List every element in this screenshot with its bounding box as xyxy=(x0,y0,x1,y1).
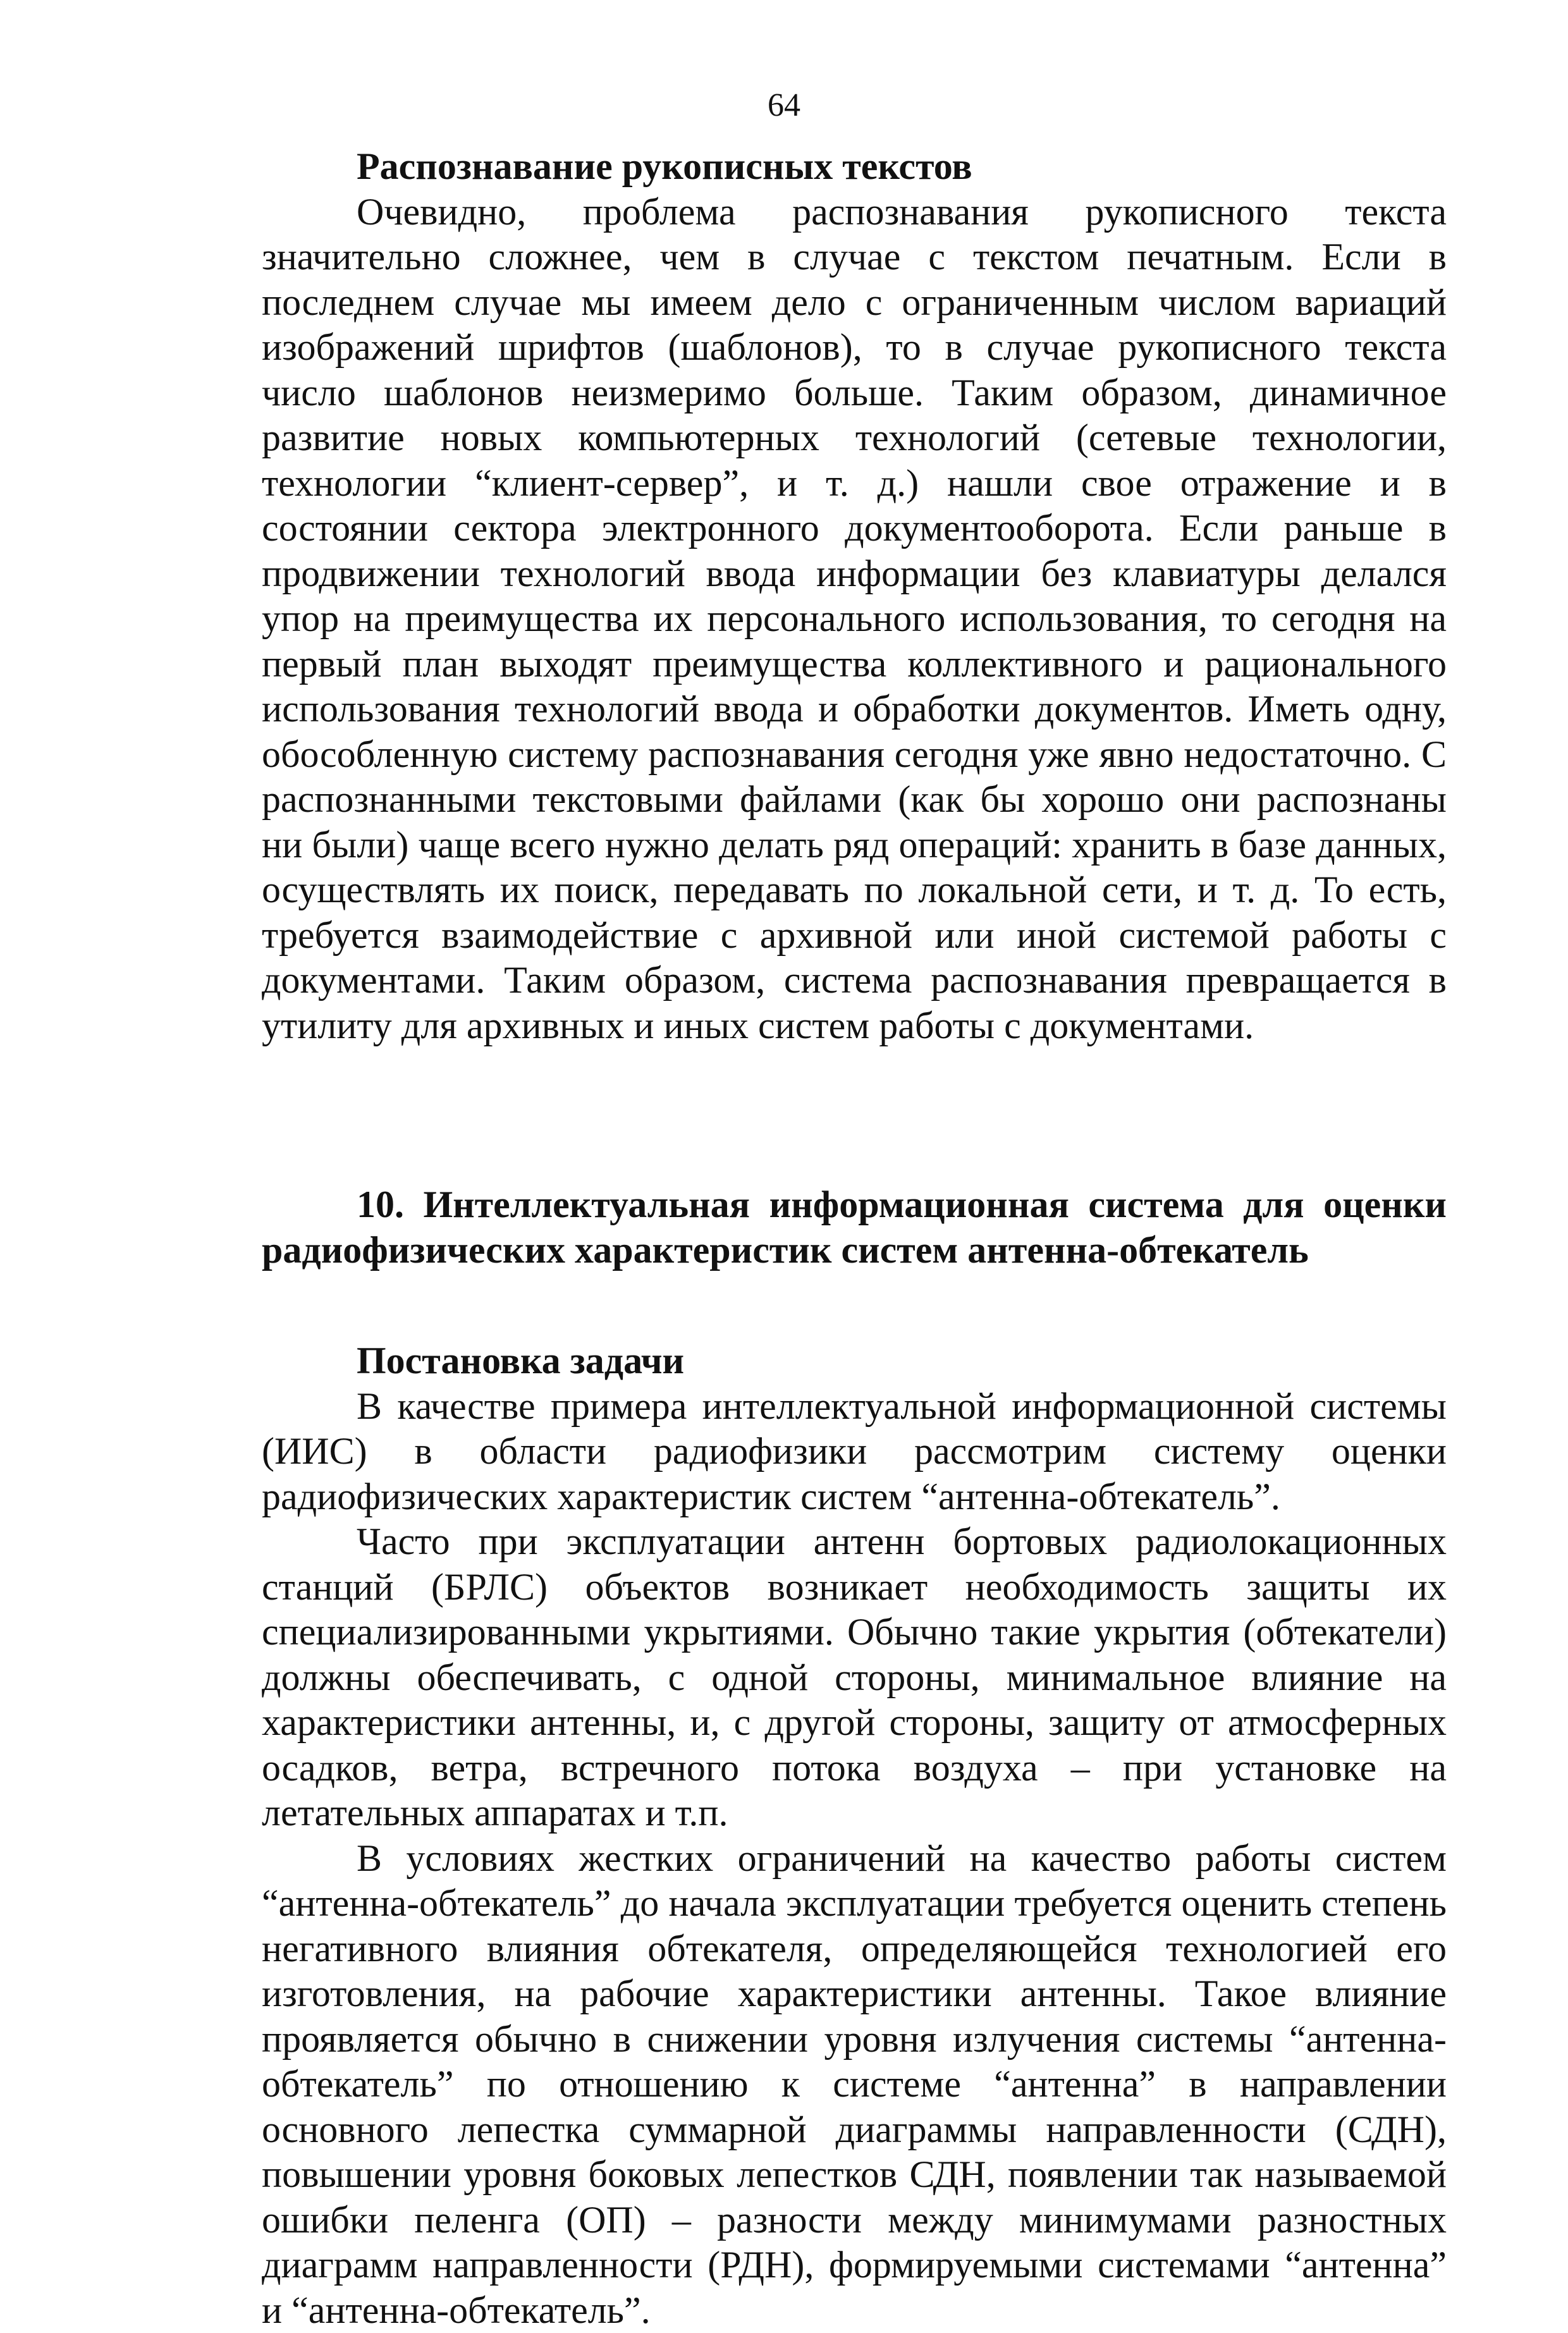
paragraph-intro-iis: В качестве примера интеллектуальной информационной системы (ИИС) в области радиофизики рассмотрим систему оценки радиофизических характеристик систем “антенна-обтекатель”. xyxy=(262,1384,1447,1520)
page-number: 64 xyxy=(0,83,1568,128)
subsection-heading-handwriting-recognition: Распознавание рукописных текстов xyxy=(262,144,1447,190)
paragraph-handwriting-recognition: Очевидно, проблема распознавания рукописного текста значительно сложнее, чем в случае с текстом печатным. Если в последнем случае мы имеем дело с ограниченным числом вариаций изображений шрифтов (шаблонов), то в случае рукописного текста число шаблонов неизмеримо больше. Таким образом, динамичное развитие новых компьютерных технологий (сетевые технологии, технологии “клиент-сервер”, и т. д.) нашли свое отражение и в состоянии сектора электронного документооборота. Если раньше в продвижении технологий ввода информации без клавиатуры делался упор на преимущества их персонального использования, то сегодня на первый план выходят преимущества коллективного и рационального использования технологий ввода и обработки документов. Иметь одну, обособленную систему распознавания сегодня уже явно недостаточно. С распознанными текстовыми файлами (как бы хорошо они распознаны ни были) чаще всего нужно делать ряд операций: хранить в базе данных, осуществлять их поиск, передавать по локальной сети, и т. д. То есть, требуется взаимодействие с архивной или иной системой работы с документами. Таким образом, система распознавания превращается в утилиту для архивных и иных систем работы с документами. xyxy=(262,190,1447,1049)
page-body xyxy=(262,144,1447,2333)
paragraph-radome-influence: В условиях жестких ограничений на качество работы систем “антенна-обтекатель” до начала эксплуатации требуется оценить степень негативного влияния обтекателя, определяющейся технологией его изготовления, на рабочие характеристики антенны. Такое влияние проявляется обычно в снижении уровня излучения системы “антенна-обтекатель” по отношению к системе “антенна” в направлении основного лепестка суммарной диаграммы направленности (СДН), повышении уровня боковых лепестков СДН, появлении так называемой ошибки пеленга (ОП) – разности между минимумами разностных диаграмм направленности (РДН), формируемыми системами “антенна” и “антенна-обтекатель”. xyxy=(262,1836,1447,2333)
paragraph-radome-purpose: Часто при эксплуатации антенн бортовых радиолокационных станций (БРЛС) объектов возникает необходимость защиты их специализированными укрытиями. Обычно такие укрытия (обтекатели) должны обеспечивать, с одной стороны, минимальное влияние на характеристики антенны, и, с другой стороны, защиту от атмосферных осадков, ветра, встречного потока воздуха – при установке на летательных аппаратах и т.п. xyxy=(262,1519,1447,1836)
subsection-heading-problem-statement: Постановка задачи xyxy=(262,1338,1447,1384)
section-title: 10. Интеллектуальная информационная система для оценки радиофизических характеристик систем антенна-обтекатель xyxy=(262,1182,1447,1273)
